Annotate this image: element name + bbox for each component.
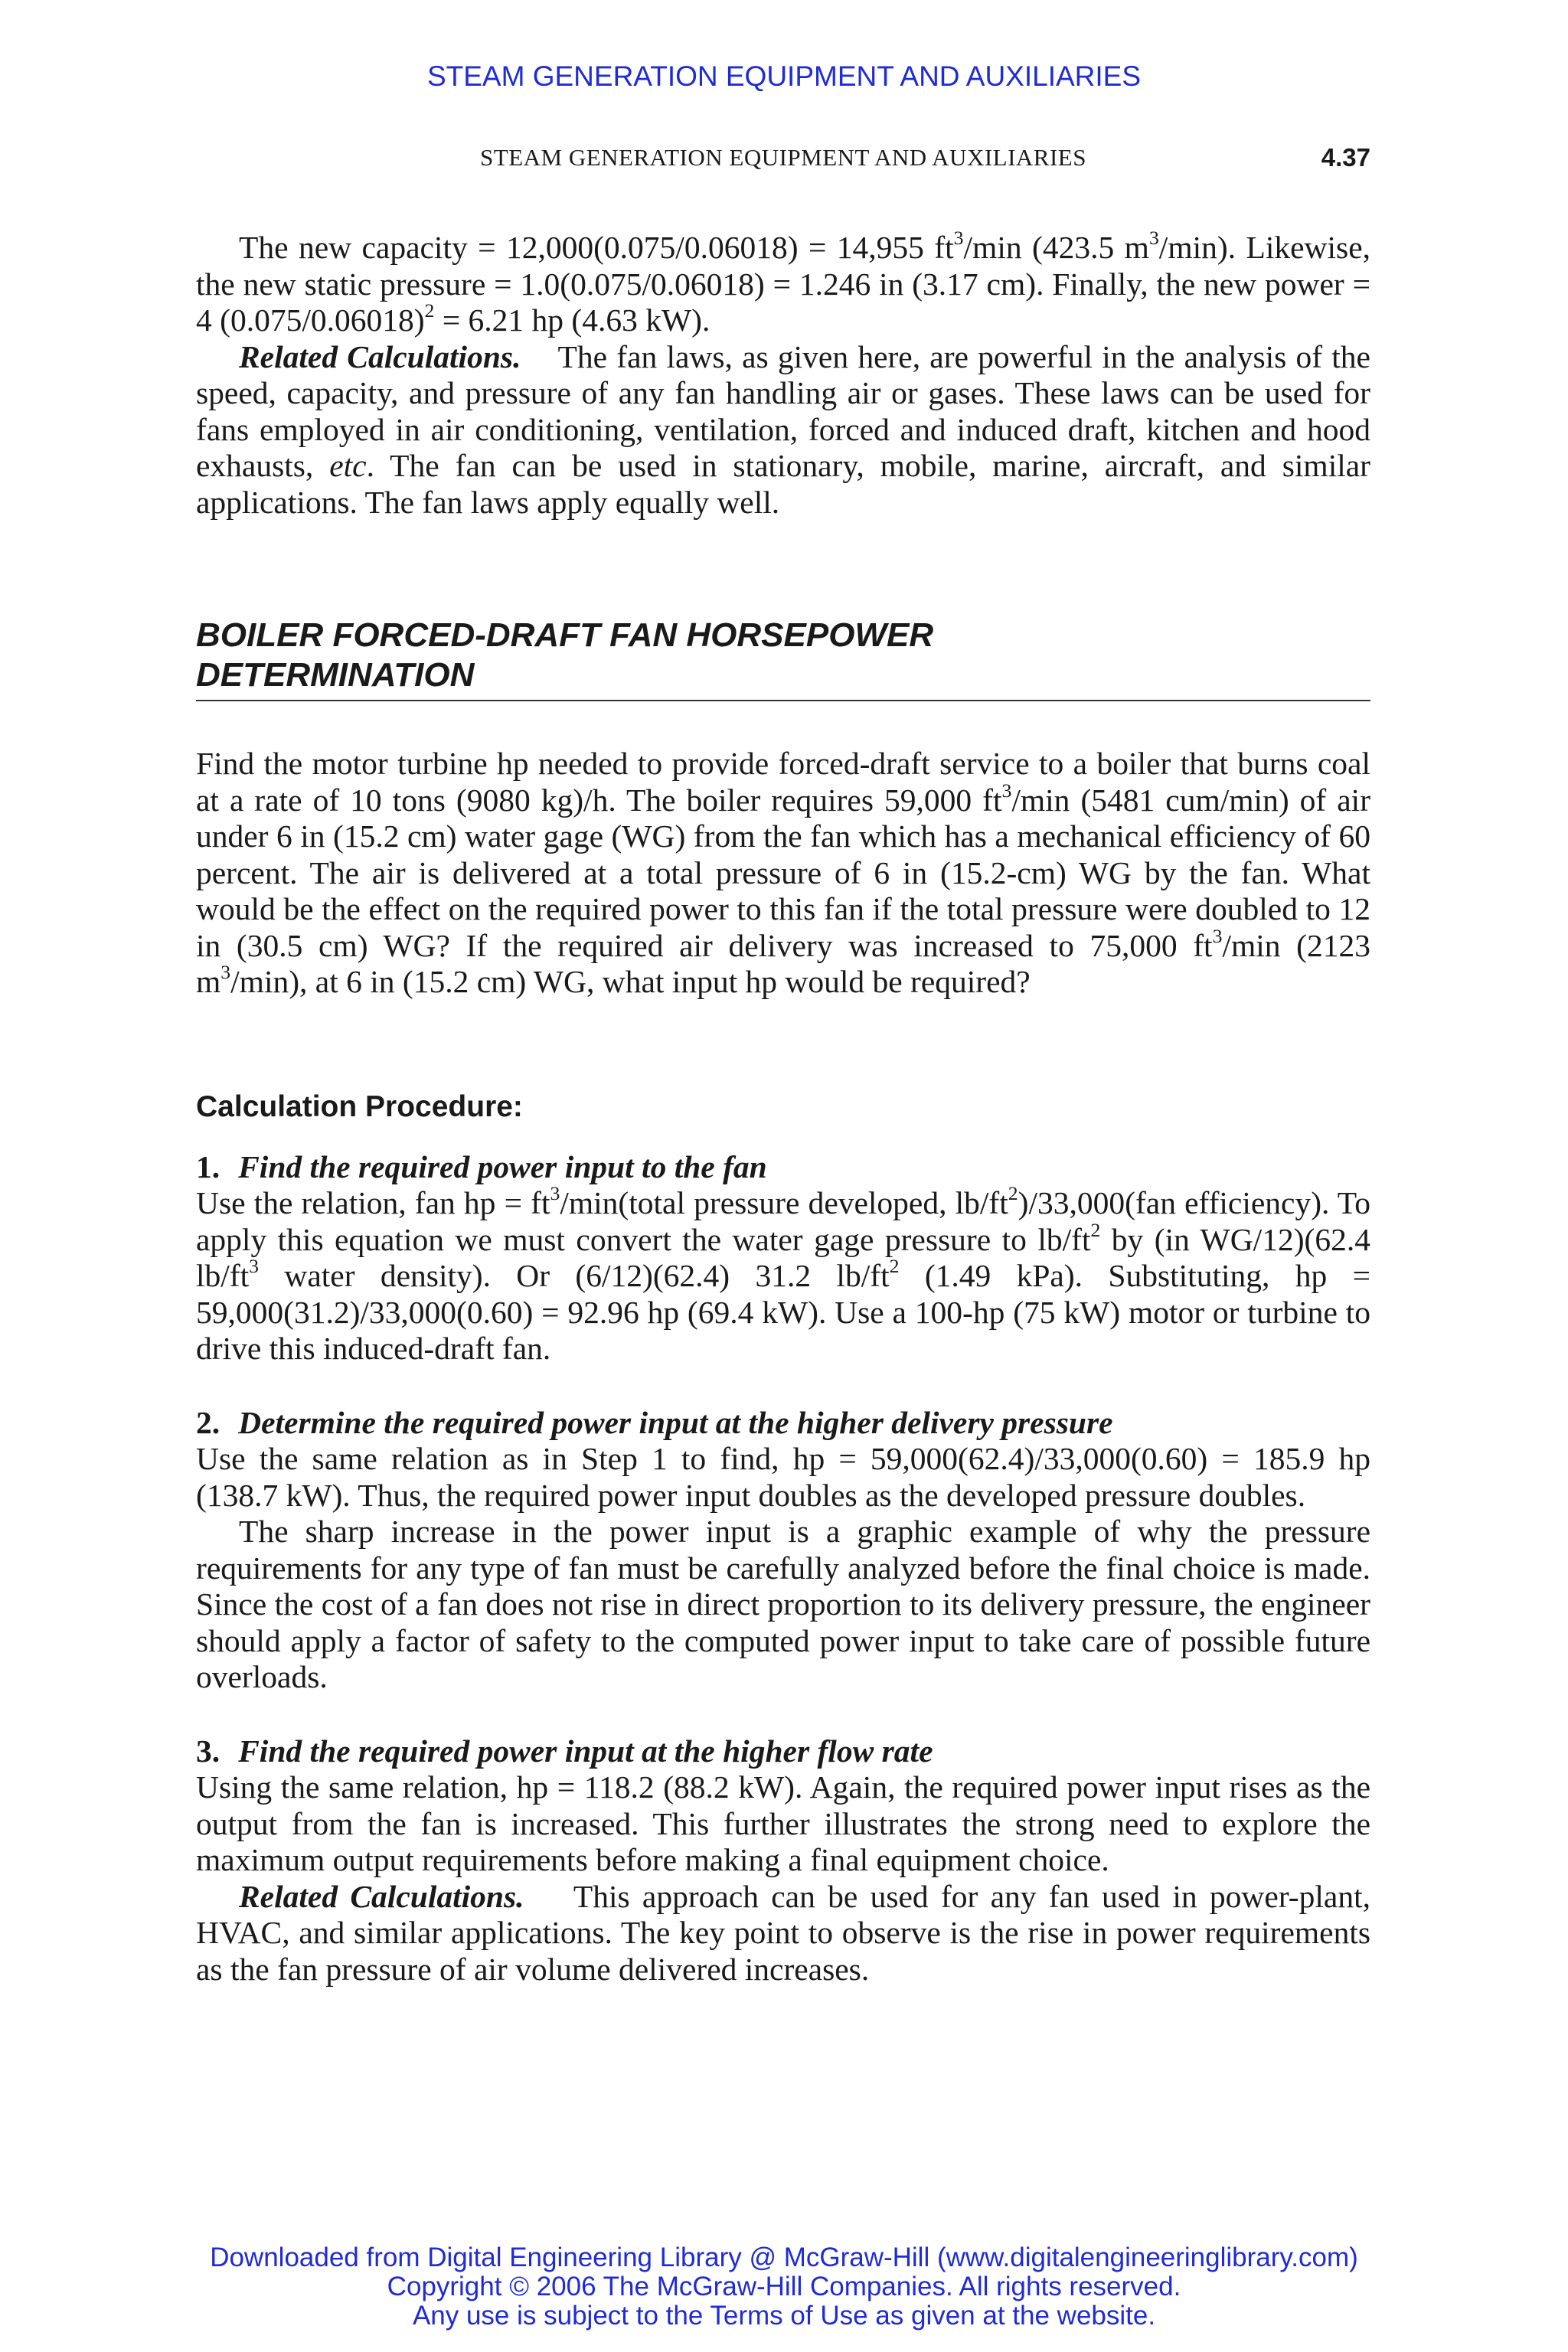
page-number: 4.37 xyxy=(1321,143,1370,172)
step-2-heading: 2. Determine the required power input at the higher delivery pressure xyxy=(196,1404,1113,1440)
step-2-body-continued: The sharp increase in the power input is a graphic example of why the pressure requirements for any type of fan must be carefully analyzed before the final choice is made. Since the cost of a fan does not rise in direct proportion to its delivery pressure, the engineer should apply a factor of safety to the computed power input to take care of possible future overloads. xyxy=(196,1514,1370,1694)
footer xyxy=(0,2243,1568,2331)
footer-copyright: Copyright © 2006 The McGraw-Hill Companies. All rights reserved. xyxy=(387,2272,1181,2301)
related-calculations-paragraph: Related Calculations. The fan laws, as given here, are powerful in the analysis of the speed, capacity, and pressure of any fan handling air or gases. These laws can be used for fans employed in air conditioning, ventilation, forced and induced draft, kitchen and hood exhausts, etc. The fan can be used in stationary, mobile, marine, aircraft, and similar applications. The fan laws apply equally well. xyxy=(196,338,1370,520)
step-3-heading: 3. Find the required power input at the higher flow rate xyxy=(196,1733,933,1769)
calculation-procedure-heading: Calculation Procedure: xyxy=(196,1089,523,1123)
step-3-body: Using the same relation, hp = 118.2 (88.2 kW). Again, the required power input rises as the output from the fan is increased. This further illustrates the strong need to explore the maximum output requirements before making a final equipment choice. xyxy=(196,1769,1370,1877)
step-1-heading: 1. Find the required power input to the fan xyxy=(196,1148,767,1184)
step-1-body: Use the relation, fan hp = $ft^3/\min(total$ pressure developed, $lb/ft^2)/33,000(fan$ efficiency). To apply this equation we must convert the water gage pressure to $lb/ft^2$ by (in WG/12)(62.4 $lb/ft^3$ water density). Or (6/12)(62.4) 31.2 $lb/ft^2$ (1.49 kPa). Substituting, hp = 59,000(31.2)/33,000(0.60) = 92.96 hp (69.4 kW). Use a 100-hp (75 kW) motor or turbine to drive this induced-draft fan. xyxy=(196,1182,1371,1366)
footer-terms-link[interactable]: Any use is subject to the Terms of Use as given at the website. xyxy=(412,2301,1156,2331)
section-title: BOILER FORCED-DRAFT FAN HORSEPOWER DETERMINATION xyxy=(196,616,1370,701)
step-2-body: Use the same relation as in Step 1 to find, hp = 59,000(62.4)/33,000(0.60) = 185.9 hp (138.7 kW). Thus, the required power input doubles as the developed pressure doubles. xyxy=(196,1441,1370,1513)
step-3-related-calculations: Related Calculations. This approach can be used for any fan used in power-plant, HVAC, and similar applications. The key point to observe is the rise in power requirements as the fan pressure of air volume delivered increases. xyxy=(196,1878,1370,1987)
footer-download-link[interactable]: Downloaded from Digital Engineering Library @ McGraw-Hill (www.digitalengineeringlibrary.com) xyxy=(210,2243,1358,2272)
top-banner: STEAM GENERATION EQUIPMENT AND AUXILIARIES xyxy=(426,60,1142,92)
page-content xyxy=(196,227,1371,1988)
related-calculations-label: Related Calculations. xyxy=(239,1878,524,1914)
problem-statement: Find the motor turbine hp needed to provide forced-draft service to a boiler that burns coal at a rate of 10 tons (9080 kg)/h. The boiler requires 59,000 $ft^3/\min$ (5481 cum/min) of air under 6 in (15.2 cm) water gage (WG) from the fan which has a mechanical efficiency of 60 percent. The air is delivered at a total pressure of 6 in (15.2-cm) WG by the fan. What would be the effect on the required power to this fan if the total pressure were doubled to 12 in (30.5 cm) WG? If the required air delivery was increased to 75,000 $ft^3/\min$ (2123 $m^3/\min$), at 6 in (15.2 cm) WG, what input hp would be required? xyxy=(196,746,1371,999)
related-calculations-label: Related Calculations. xyxy=(239,338,521,374)
running-head-title: STEAM GENERATION EQUIPMENT AND AUXILIARIES xyxy=(480,144,1086,171)
running-head xyxy=(196,141,1370,175)
intro-paragraph: The new capacity = 12,000(0.075/0.06018) = 14,955 $ft^3/\min$ (423.5 $m^3/\min$). Likewise, the new static pressure = 1.0(0.075/0.06018) = 1.246 in (3.17 cm). Finally, the new power = 4 $(0.075/0.06018)^2 = 6.21$ hp (4.63 kW). xyxy=(196,227,1370,338)
